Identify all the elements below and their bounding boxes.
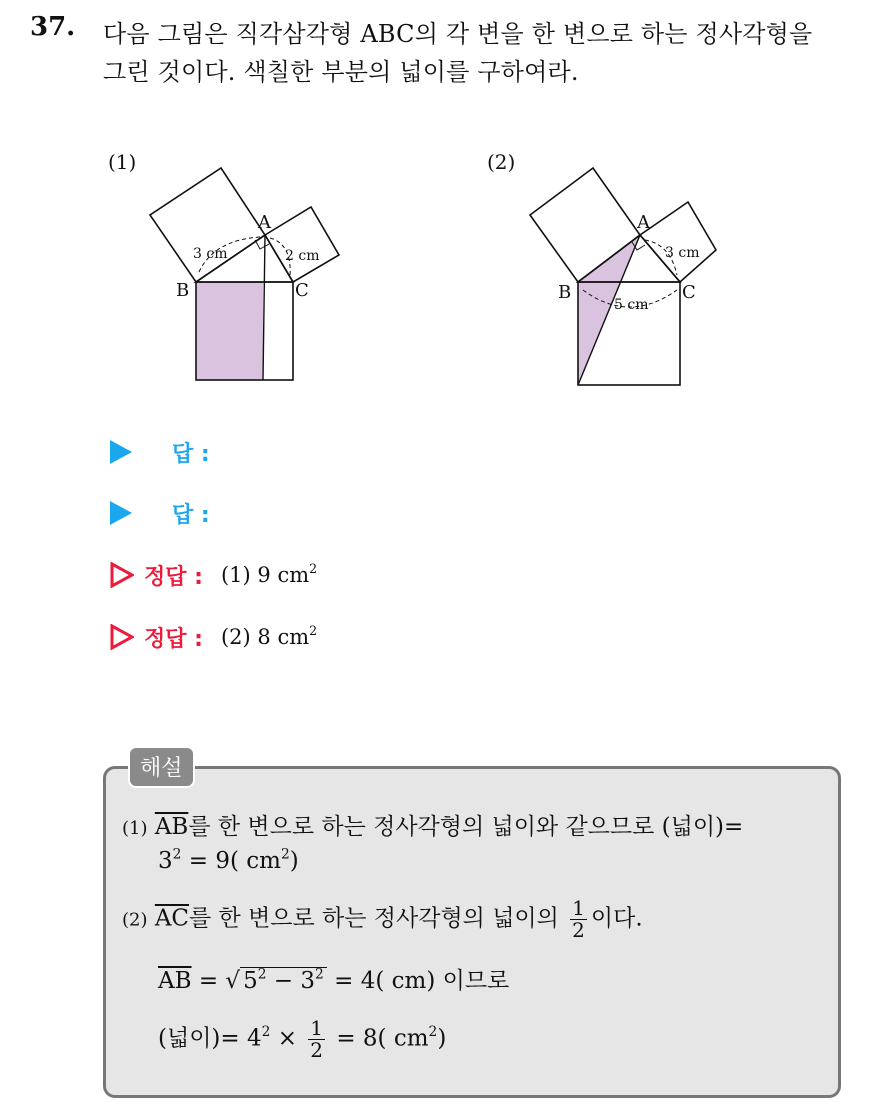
question-text-line2: 그린 것이다. 색칠한 부분의 넓이를 구하여라.: [103, 58, 579, 86]
figure1-vertex-a: A: [258, 212, 271, 233]
correct-answer-value-2: [221, 625, 317, 649]
figure1-length-ac: 2 cm: [285, 248, 320, 264]
figure1-label: (1): [108, 150, 137, 174]
answer-unit: cm: [277, 625, 310, 649]
calc-unit-exp: 2: [280, 846, 290, 863]
figure1-square-ac: [265, 207, 339, 282]
figure1-length-ab: 3 cm: [193, 246, 228, 262]
correct-arrow-icon: [110, 562, 134, 588]
solution-part2-line3: [158, 1018, 446, 1061]
answer-number: 8: [257, 625, 271, 649]
figure2-vertex-b: B: [558, 282, 572, 303]
correct-answer-label: 정답 :: [144, 626, 203, 652]
fraction-denominator: 2: [310, 1038, 324, 1062]
calc-exp: 2: [172, 846, 182, 863]
radicand-b: 3: [300, 968, 316, 994]
answer-arrow-icon: [110, 440, 132, 464]
solution-part-label: (2): [122, 909, 148, 931]
question-text-line1: 다음 그림은 직각삼각형 ABC의 각 변을 한 변으로 하는 정사각형을: [103, 20, 813, 48]
figure1-vertex-c: C: [295, 280, 309, 301]
answer-row-1: [110, 432, 210, 472]
solution-text: 를 한 변으로 하는 정사각형의 넓이의: [189, 905, 559, 932]
calc-exp: 2: [261, 1023, 271, 1040]
solution-tab: 해설: [128, 746, 195, 788]
figure1-square-ab: [150, 168, 265, 282]
answer-unit: cm: [277, 563, 310, 587]
figure2-square-ac: [640, 202, 716, 282]
radicand-b-exp: 2: [315, 966, 324, 983]
calc-unit-exp: 2: [428, 1023, 438, 1040]
answer-part: (2): [220, 625, 251, 649]
fraction-denominator: 2: [572, 918, 585, 942]
figure2-label: (2): [487, 150, 516, 174]
solution-part2-line1: [122, 898, 643, 941]
correct-answer-value-1: [221, 563, 317, 587]
figure2-length-bc: 5 cm: [614, 297, 649, 313]
radicand-a: 5: [243, 968, 258, 994]
correct-arrow-icon: [110, 624, 134, 650]
square-root: √ $5^2 - 3^2$: [225, 968, 326, 994]
answer-number: 9: [257, 563, 271, 587]
correct-answer-label: 정답 :: [144, 564, 203, 590]
answer-arrow-icon: [110, 501, 132, 525]
figure1-right-angle-mark: [255, 240, 269, 249]
calc-base: 3: [158, 848, 173, 874]
figure1-altitude: [263, 235, 265, 380]
calc-close: ): [289, 848, 299, 874]
correct-answer-row-1: [110, 555, 317, 595]
fraction-half: [308, 1018, 325, 1061]
figure2-diagram: [520, 160, 740, 400]
calc-rest: = 8( cm: [336, 1025, 429, 1052]
fraction-numerator: 1: [572, 896, 585, 920]
solution-part1-line2: [158, 848, 299, 874]
answer-exp: 2: [309, 623, 318, 639]
solution-part1-line1: [122, 808, 743, 841]
answer-row-2: [110, 493, 210, 533]
calc-rest: = 4( cm): [334, 968, 436, 994]
solution-part-label: (1): [122, 818, 148, 839]
radicand-a-exp: 2: [257, 966, 267, 983]
figure2-vertex-a: A: [637, 212, 650, 233]
fraction-numerator: 1: [310, 1016, 324, 1040]
segment-ab: $\overline{AB}$: [158, 968, 192, 994]
figure2-vertex-c: C: [682, 282, 696, 303]
question-number: 37.: [30, 12, 76, 42]
segment-ab: $\overline{AB}$: [154, 814, 189, 840]
calc-rest: = 9( cm: [188, 848, 281, 874]
equals: =: [198, 968, 219, 994]
answer-label: 답 :: [172, 502, 210, 528]
solution-text: 를 한 변으로 하는 정사각형의 넓이와 같으므로 (넓이)=: [188, 814, 744, 840]
calc-base: 4: [246, 1025, 262, 1052]
answer-label: 답 :: [172, 441, 210, 467]
solution-text-end: 이므로: [442, 968, 510, 994]
solution-text-end: 이다.: [590, 905, 643, 932]
calc-close: ): [437, 1025, 447, 1052]
area-label: (넓이)=: [158, 1025, 240, 1052]
answer-part: (1): [220, 563, 251, 587]
figure1-shaded-region: [196, 282, 263, 380]
segment-ac: $\overline{AC}$: [154, 905, 190, 932]
answer-exp: 2: [309, 561, 318, 577]
solution-part2-line2: [158, 962, 509, 995]
times-sign: ×: [277, 1025, 297, 1052]
figure1-diagram: [140, 160, 360, 400]
fraction-half: [570, 898, 587, 941]
correct-answer-row-2: [110, 617, 317, 657]
figure2-length-ac: 3 cm: [665, 245, 700, 261]
figure1-vertex-b: B: [176, 280, 190, 301]
